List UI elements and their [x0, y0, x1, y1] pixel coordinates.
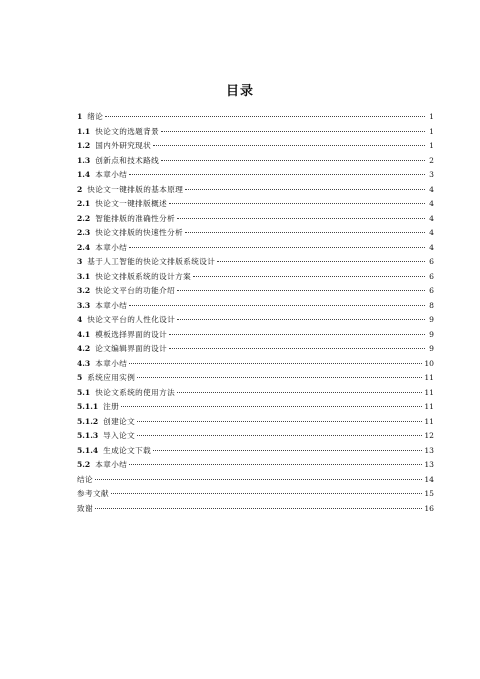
toc-entry-title: 创建论文	[103, 416, 136, 426]
toc-entry-page-number: 4	[429, 228, 434, 237]
toc-dot-leader	[177, 392, 422, 393]
toc-dot-leader	[185, 189, 425, 190]
toc-entry-number: 1.1	[77, 126, 91, 136]
toc-entry-page-number: 14	[424, 474, 434, 484]
toc-entry	[77, 444, 434, 459]
toc-dot-leader	[111, 493, 422, 494]
toc-entry-number: 2.3	[77, 228, 91, 237]
toc-entry-title: 注册	[103, 402, 120, 411]
toc-entry	[77, 183, 434, 198]
toc-entry	[77, 139, 434, 154]
toc-dot-leader	[137, 377, 422, 378]
toc-entry-title: 系统应用实例	[87, 373, 136, 382]
toc-entry-number: 2	[77, 184, 83, 194]
toc-dot-leader	[137, 421, 422, 422]
toc-entry-number: 4.3	[77, 358, 91, 368]
toc-entry	[77, 342, 434, 357]
toc-entry-title: 导入论文	[103, 431, 136, 440]
toc-list	[77, 110, 434, 516]
toc-entry	[77, 386, 434, 401]
toc-dot-leader	[217, 261, 425, 262]
page-title: 目录	[225, 84, 254, 99]
toc-entry-title: 快论文一键排版的基本原理	[87, 184, 184, 194]
toc-entry	[77, 125, 434, 140]
toc-entry-number: 2.1	[77, 199, 91, 208]
toc-entry	[77, 371, 434, 386]
toc-entry	[77, 400, 434, 415]
toc-entry	[77, 415, 434, 430]
toc-entry-title: 本章小结	[95, 460, 128, 469]
toc-entry-page-number: 11	[424, 387, 434, 397]
toc-entry-number: 3.3	[77, 300, 91, 310]
toc-entry-title: 生成论文下载	[103, 445, 152, 455]
toc-entry-number: 2.2	[77, 213, 91, 223]
toc-entry-title: 快论文的选题背景	[95, 126, 160, 136]
toc-entry-page-number: 6	[429, 286, 434, 295]
toc-entry-number: 4	[77, 315, 83, 324]
toc-dot-leader	[169, 203, 425, 204]
toc-entry-page-number: 8	[429, 300, 434, 310]
toc-dot-leader	[129, 247, 425, 248]
toc-entry-page-number: 13	[424, 445, 434, 455]
toc-entry-page-number: 11	[424, 373, 434, 382]
toc-entry-number: 5.1.4	[77, 445, 99, 455]
toc-entry	[77, 429, 434, 444]
toc-entry-page-number: 4	[429, 213, 434, 223]
toc-entry-title: 创新点和技术路线	[95, 155, 160, 165]
toc-entry-number: 2.4	[77, 242, 91, 252]
toc-dot-leader	[95, 508, 422, 509]
toc-dot-leader	[153, 145, 425, 146]
toc-dot-leader	[193, 276, 425, 277]
toc-entry-number: 1.3	[77, 155, 91, 165]
toc-entry-title: 本章小结	[95, 242, 128, 252]
toc-entry-page-number: 9	[429, 329, 434, 339]
toc-dot-leader	[95, 479, 422, 480]
toc-entry-page-number: 9	[429, 344, 434, 353]
toc-dot-leader	[129, 363, 422, 364]
toc-dot-leader	[129, 464, 422, 465]
toc-entry-number: 1.2	[77, 141, 91, 150]
toc-entry-number: 5.1.3	[77, 431, 99, 440]
toc-entry	[77, 241, 434, 256]
toc-dot-leader	[177, 319, 425, 320]
toc-entry	[77, 502, 434, 517]
toc-entry-page-number: 1	[429, 126, 434, 136]
toc-entry	[77, 226, 434, 241]
toc-entry-page-number: 3	[429, 170, 434, 179]
toc-entry-title: 快论文平台的人性化设计	[87, 315, 176, 324]
toc-entry-title: 本章小结	[95, 300, 128, 310]
toc-entry	[77, 212, 434, 227]
toc-entry-page-number: 15	[424, 489, 434, 498]
toc-dot-leader	[129, 174, 425, 175]
toc-entry-page-number: 4	[429, 199, 434, 208]
toc-entry-page-number: 16	[424, 503, 434, 513]
toc-entry-number: 5.1.2	[77, 416, 99, 426]
toc-entry	[77, 487, 434, 502]
toc-entry-page-number: 4	[429, 242, 434, 252]
toc-entry-number: 4.2	[77, 344, 91, 353]
toc-entry-page-number: 4	[429, 184, 434, 194]
toc-dot-leader	[169, 334, 425, 335]
toc-entry-number: 5.1.1	[77, 402, 99, 411]
toc-dot-leader	[121, 406, 422, 407]
toc-entry-page-number: 11	[424, 416, 434, 426]
toc-entry-number: 3.2	[77, 286, 91, 295]
toc-entry-page-number: 9	[429, 315, 434, 324]
toc-entry-title: 快论文排版的快速性分析	[95, 228, 184, 237]
toc-entry	[77, 328, 434, 343]
toc-entry	[77, 110, 434, 125]
toc-dot-leader	[161, 131, 425, 132]
toc-entry-page-number: 1	[429, 112, 434, 121]
toc-entry-title: 结论	[77, 474, 93, 484]
toc-entry-title: 基于人工智能的快论文排版系统设计	[87, 257, 216, 266]
toc-entry-title: 模板选择界面的设计	[95, 329, 168, 339]
toc-entry	[77, 255, 434, 270]
toc-dot-leader	[185, 232, 425, 233]
toc-entry	[77, 458, 434, 473]
toc-entry-number: 5.2	[77, 460, 91, 469]
toc-entry-page-number: 11	[424, 402, 434, 411]
toc-entry	[77, 284, 434, 299]
toc-entry-number: 4.1	[77, 329, 91, 339]
toc-entry-title: 本章小结	[95, 170, 128, 179]
toc-entry-title: 本章小结	[95, 358, 128, 368]
toc-entry-title: 绪论	[87, 112, 104, 121]
toc-entry	[77, 313, 434, 328]
toc-entry-title: 致谢	[77, 503, 93, 513]
toc-entry-page-number: 6	[429, 257, 434, 266]
toc-entry	[77, 154, 434, 169]
toc-dot-leader	[153, 450, 422, 451]
toc-entry-title: 参考文献	[77, 489, 109, 498]
toc-dot-leader	[129, 305, 425, 306]
toc-entry-page-number: 10	[424, 358, 434, 368]
toc-dot-leader	[105, 116, 425, 117]
toc-entry-number: 1	[77, 112, 83, 121]
toc-entry-title: 快论文一键排版概述	[95, 199, 168, 208]
toc-entry	[77, 299, 434, 314]
toc-entry-number: 3.1	[77, 271, 91, 281]
toc-entry	[77, 270, 434, 285]
toc-entry-number: 5.1	[77, 387, 91, 397]
toc-entry-number: 3	[77, 257, 83, 266]
toc-entry	[77, 197, 434, 212]
toc-entry	[77, 473, 434, 488]
toc-entry-number: 5	[77, 373, 83, 382]
toc-dot-leader	[169, 348, 425, 349]
toc-dot-leader	[177, 290, 425, 291]
toc-dot-leader	[137, 435, 422, 436]
toc-entry	[77, 357, 434, 372]
toc-entry-page-number: 1	[429, 141, 434, 150]
toc-entry-title: 国内外研究现状	[95, 141, 152, 150]
toc-entry-page-number: 13	[424, 460, 434, 469]
toc-entry-number: 1.4	[77, 170, 91, 179]
toc-entry	[77, 168, 434, 183]
toc-dot-leader	[177, 218, 425, 219]
toc-entry-title: 快论文排版系统的设计方案	[95, 271, 192, 281]
toc-entry-title: 论文编辑界面的设计	[95, 344, 168, 353]
toc-entry-title: 智能排版的准确性分析	[95, 213, 176, 223]
toc-entry-page-number: 12	[424, 431, 434, 440]
toc-entry-page-number: 6	[429, 271, 434, 281]
toc-entry-page-number: 2	[429, 155, 434, 165]
toc-entry-title: 快论文系统的使用方法	[95, 387, 176, 397]
toc-dot-leader	[161, 160, 425, 161]
toc-entry-title: 快论文平台的功能介绍	[95, 286, 176, 295]
